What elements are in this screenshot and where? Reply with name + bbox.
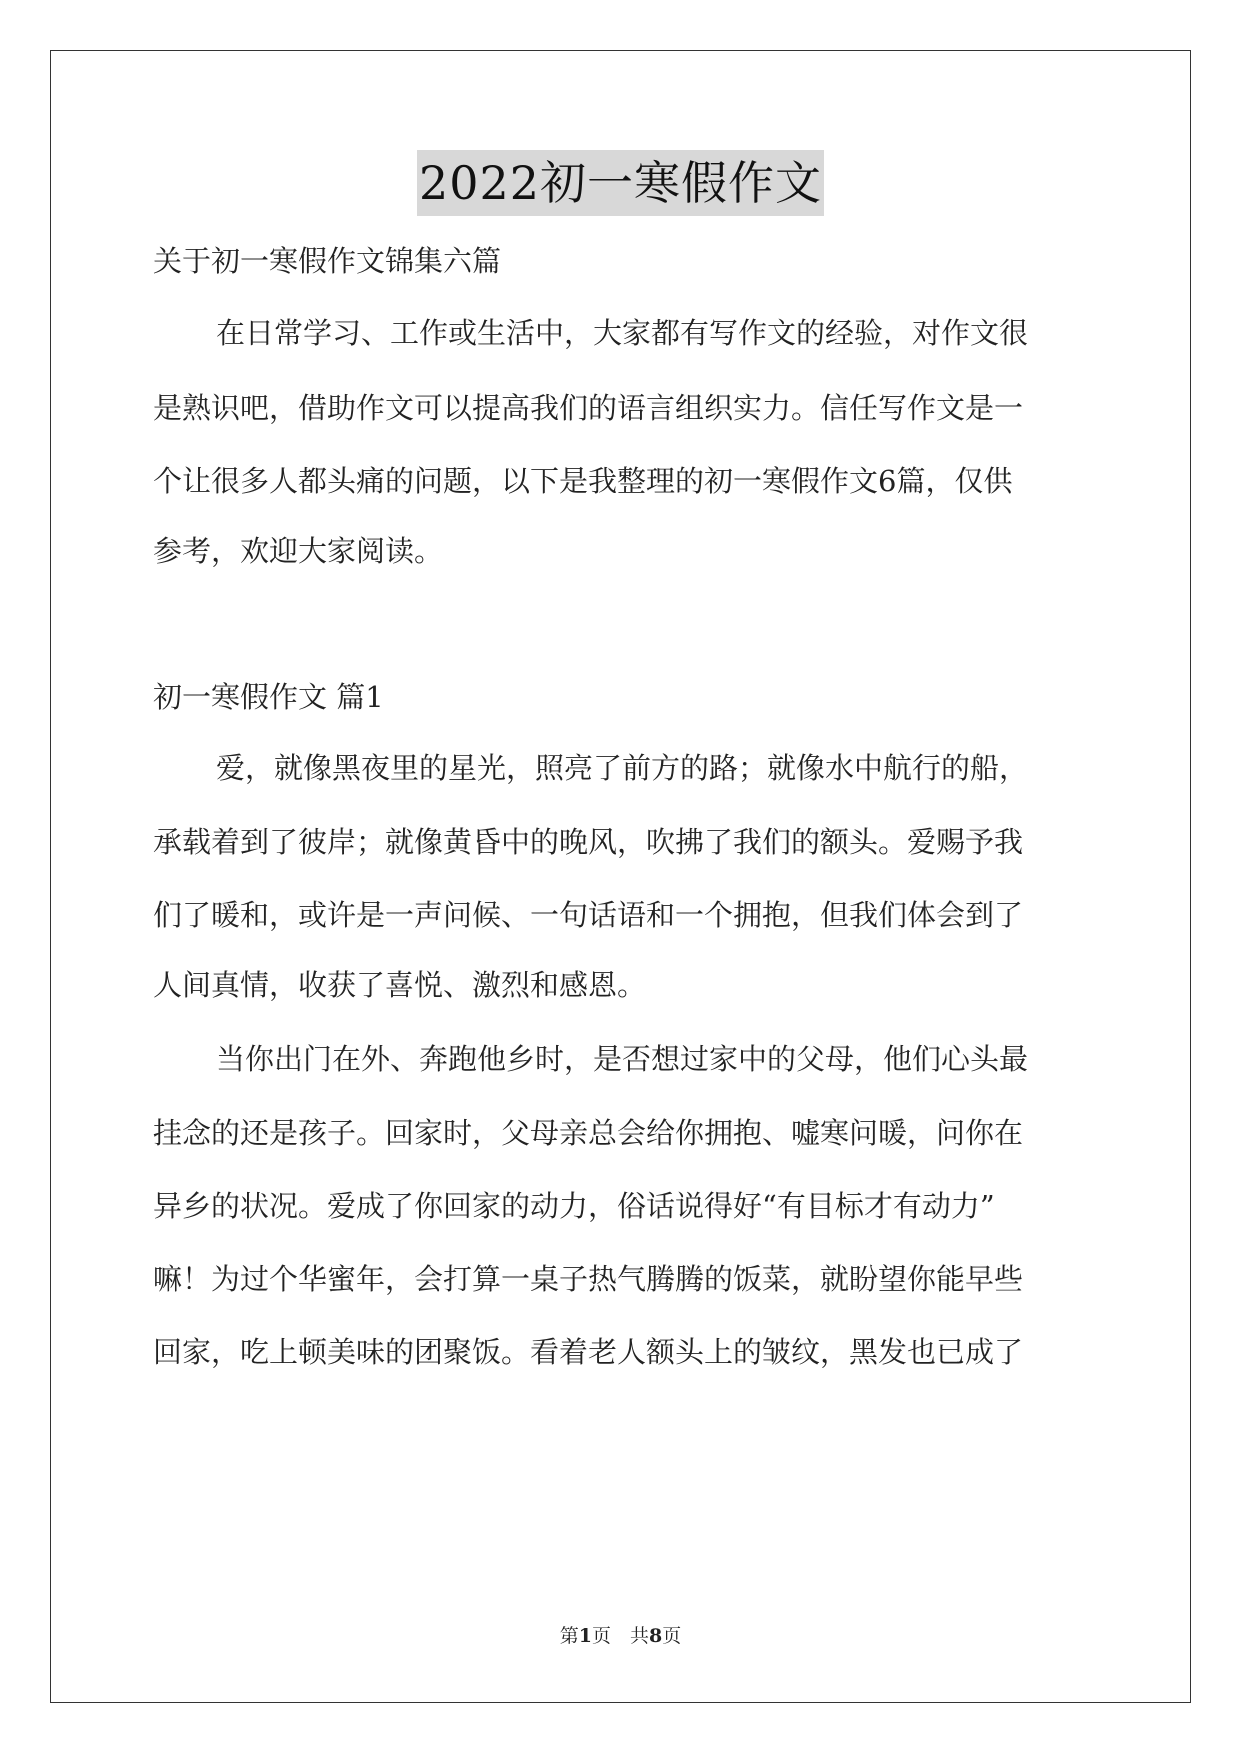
- paragraph-line: 异乡的状况。爱成了你回家的动力，俗话说得好“有目标才有动力”: [153, 1189, 995, 1223]
- document-subtitle: 关于初一寒假作文锦集六篇: [153, 244, 502, 278]
- footer-page-number: 1: [578, 1625, 592, 1647]
- paragraph-line: 爱，就像黑夜里的星光，照亮了前方的路；就像水中航行的船，: [216, 751, 1029, 785]
- intro-line: 个让很多人都头痛的问题，以下是我整理的初一寒假作文6篇，仅供: [153, 464, 1013, 498]
- paragraph-line: 当你出门在外、奔跑他乡时，是否想过家中的父母，他们心头最: [216, 1042, 1029, 1076]
- intro-line: 在日常学习、工作或生活中，大家都有写作文的经验，对作文很: [216, 316, 1029, 350]
- footer-page-prefix: 第: [559, 1625, 579, 1647]
- paragraph-line: 人间真情，收获了喜悦、激烈和感恩。: [153, 968, 647, 1002]
- section-heading: 初一寒假作文 篇1: [153, 680, 384, 714]
- paragraph-line: 嘛！为过个华蜜年，会打算一桌子热气腾腾的饭菜，就盼望你能早些: [153, 1262, 1024, 1296]
- paragraph-line: 承载着到了彼岸；就像黄昏中的晚风，吹拂了我们的额头。爱赐予我: [153, 825, 1024, 859]
- document-title: 2022初一寒假作文: [417, 150, 824, 216]
- page-footer: [0, 1623, 1241, 1649]
- paragraph-line: 回家，吃上顿美味的团聚饭。看着老人额头上的皱纹，黑发也已成了: [153, 1335, 1024, 1369]
- footer-total-pages: 8: [649, 1625, 663, 1647]
- intro-line: 是熟识吧，借助作文可以提高我们的语言组织实力。信任写作文是一: [153, 391, 1024, 425]
- footer-page-mid: 页 共: [591, 1625, 649, 1647]
- paragraph-line: 们了暖和，或许是一声问候、一句话语和一个拥抱，但我们体会到了: [153, 898, 1024, 932]
- intro-line: 参考，欢迎大家阅读。: [153, 534, 444, 568]
- page-border: [50, 50, 1191, 1703]
- title-container: [0, 150, 1241, 216]
- footer-page-suffix: 页: [662, 1625, 682, 1647]
- paragraph-line: 挂念的还是孩子。回家时，父母亲总会给你拥抱、嘘寒问暖，问你在: [153, 1116, 1024, 1150]
